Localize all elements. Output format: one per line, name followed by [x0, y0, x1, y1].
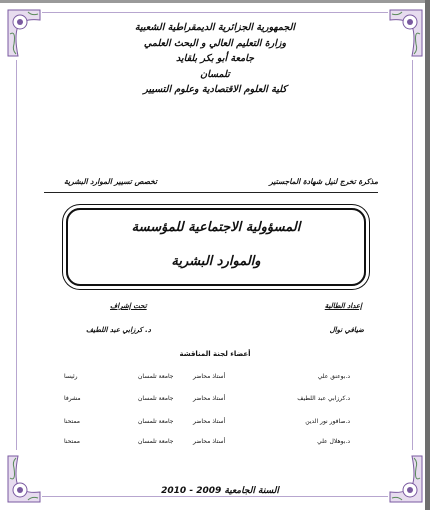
- supervisor-label: تحت إشراف: [110, 302, 147, 310]
- corner-ornament-top-left: [4, 4, 44, 62]
- committee-row: [60, 418, 350, 430]
- member-university: جامعة تلمسان: [138, 438, 174, 445]
- prepared-by-label: إعداد الطالبة: [324, 302, 362, 310]
- member-role: مشرفا: [64, 395, 81, 402]
- thesis-title-box: [66, 208, 366, 286]
- member-university: جامعة تلمسان: [138, 395, 174, 402]
- frame-bottom-border: [42, 496, 388, 497]
- header-line-city: تلمسان: [200, 68, 230, 80]
- frame-right-border: [412, 60, 413, 450]
- member-rank: أستاذ محاضر: [193, 418, 226, 425]
- right-scrollbar-edge: [425, 0, 430, 510]
- member-role: ممتحنا: [64, 418, 81, 425]
- header-line-ministry: وزارة التعليم العالي و البحث العلمي: [143, 37, 287, 49]
- subject-underline: [44, 192, 378, 193]
- corner-ornament-top-right: [386, 4, 426, 62]
- top-rule: [0, 0, 430, 3]
- corner-ornament-bottom-left: [4, 450, 44, 508]
- thesis-title-line-2: والموارد البشرية: [171, 254, 261, 269]
- member-name: د.بوهلال علي: [317, 438, 350, 445]
- member-role: ممتحنا: [64, 438, 81, 445]
- member-name: د.صافور نور الدين: [305, 418, 350, 425]
- thesis-note: مذكرة تخرج لنيل شهادة الماجستير: [269, 177, 378, 186]
- academic-year: السنة الجامعية 2009 - 2010: [161, 486, 279, 496]
- committee-title: أعضاء لجنة المناقشة: [179, 350, 251, 358]
- subject-row: [44, 177, 378, 191]
- student-name: ضيافي نوال: [329, 326, 364, 334]
- frame-top-border: [42, 12, 388, 13]
- member-role: رئيسا: [64, 373, 78, 380]
- member-rank: أستاذ محاضر: [193, 395, 226, 402]
- committee-row: [60, 373, 350, 385]
- committee-row: [60, 438, 350, 450]
- corner-ornament-bottom-right: [386, 450, 426, 508]
- member-rank: أستاذ محاضر: [193, 373, 226, 380]
- member-university: جامعة تلمسان: [138, 373, 174, 380]
- header-line-republic: الجمهورية الجزائرية الديمقراطية الشعبية: [134, 22, 296, 33]
- header-line-university: جامعة أبو بكر بلقايد: [176, 53, 254, 64]
- specialty-label: تخصص تسيير الموارد البشرية: [64, 177, 158, 186]
- supervisor-name: د. كرزابي عبد اللطيف: [86, 326, 151, 334]
- frame-left-border: [16, 60, 17, 450]
- header-line-faculty: كلية العلوم الاقتصادية وعلوم التسيير: [143, 84, 287, 95]
- committee-row: [60, 395, 350, 407]
- thesis-title-line-1: المسؤولية الاجتماعية للمؤسسة: [131, 220, 301, 235]
- institution-header: [90, 20, 340, 98]
- member-name: د.كرزابي عبد اللطيف: [297, 395, 350, 402]
- member-rank: أستاذ محاضر: [193, 438, 226, 445]
- member-name: د.بوعنق علي: [317, 373, 350, 380]
- member-university: جامعة تلمسان: [138, 418, 174, 425]
